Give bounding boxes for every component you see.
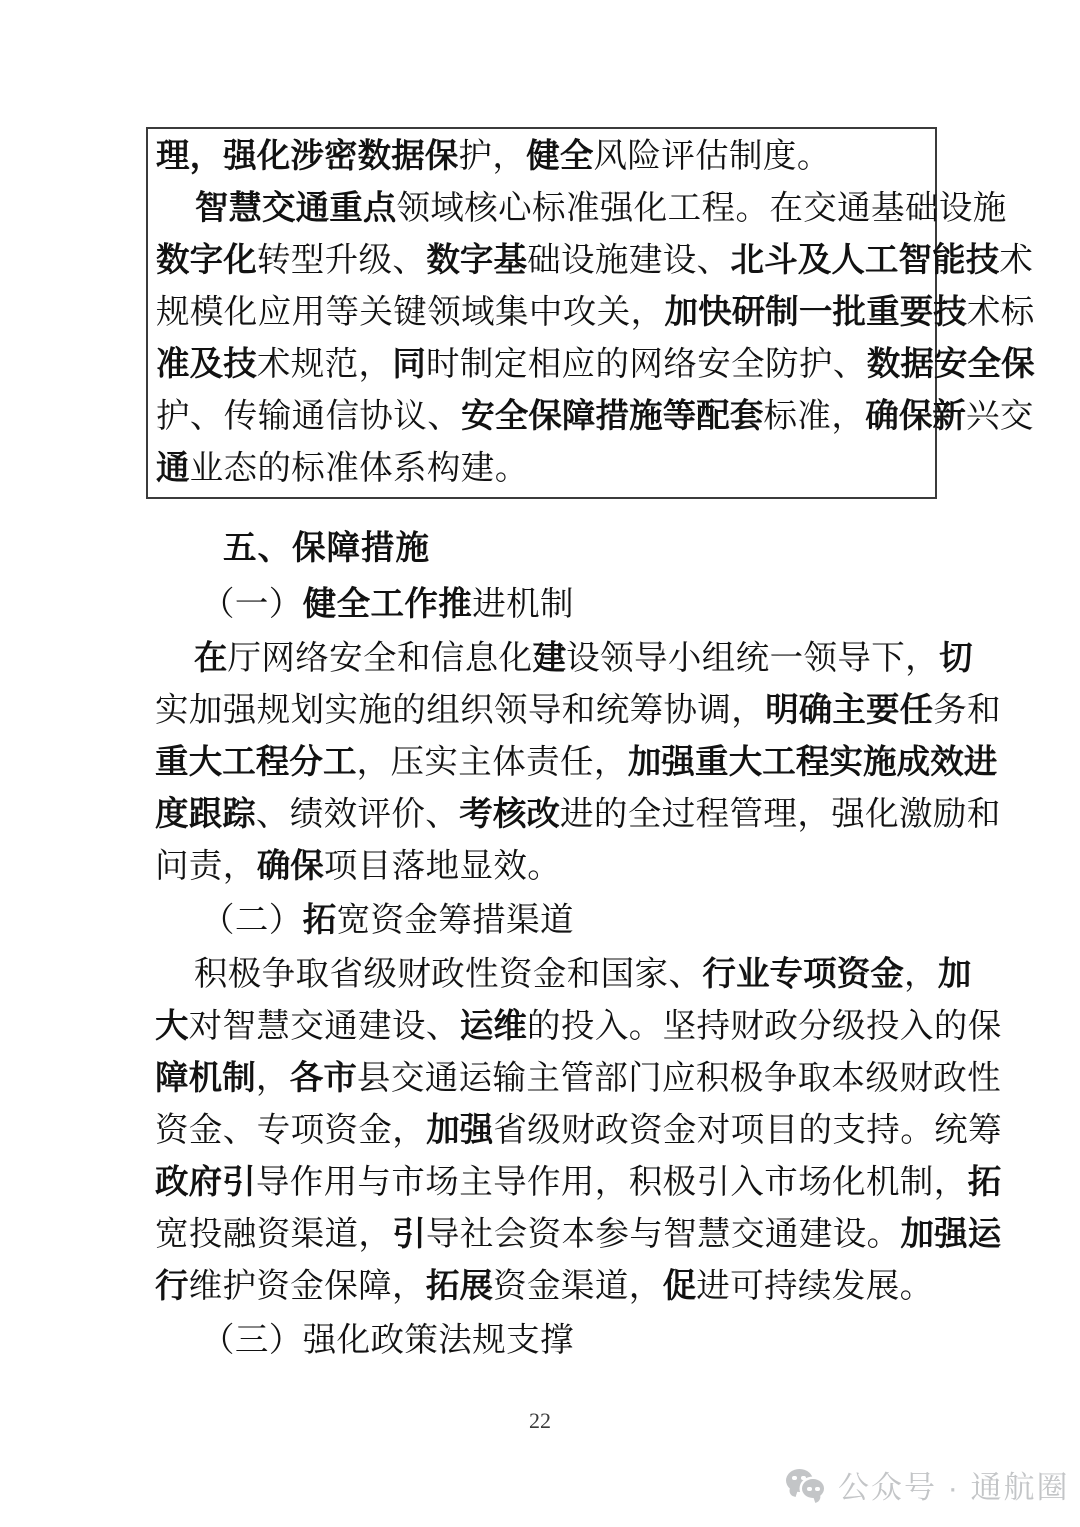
subsection-two-paragraph — [155, 949, 1002, 1313]
callout-text-line: 护、传输通信协议、安全保障措施等配套标准，确保新兴交 — [156, 398, 1034, 435]
body-text-line: 度跟踪、绩效评价、考核改进的全过程管理，强化激励和 — [155, 796, 1001, 833]
callout-text-line: 数字化转型升级、数字基础设施建设、北斗及人工智能技术 — [156, 242, 1034, 279]
body-text-line: 行维护资金保障，拓展资金渠道，促进可持续发展。 — [155, 1268, 934, 1305]
callout-text-line: 通业态的标准体系构建。 — [156, 450, 529, 487]
callout-text-line: 智慧交通重点领域核心标准强化工程。在交通基础设施 — [194, 190, 1007, 227]
callout-text-line: 理，强化涉密数据保护，健全风险评估制度。 — [156, 138, 831, 175]
body-text-line: 政府引导作用与市场主导作用，积极引入市场化机制，拓 — [155, 1164, 1002, 1201]
body-text-line: 实加强规划实施的组织领导和统筹协调，明确主要任务和 — [155, 692, 1002, 729]
callout-box-content — [156, 131, 1035, 495]
body-text-line: 在厅网络安全和信息化建设领导小组统一领导下，切 — [193, 640, 973, 677]
body-text-line: 重大工程分工，压实主体责任，加强重大工程实施成效进 — [155, 744, 998, 781]
watermark — [786, 1462, 1070, 1507]
page-number: 22 — [529, 1408, 551, 1433]
body-text-line: 障机制，各市县交通运输主管部门应积极争取本级财政性 — [155, 1060, 1002, 1097]
section-five-heading: 五、保障措施 — [223, 530, 430, 567]
document-body — [155, 521, 1002, 1369]
body-text-line: 宽投融资渠道，引导社会资本参与智慧交通建设。加强运 — [155, 1216, 1002, 1253]
wechat-logo-icon — [786, 1468, 826, 1502]
watermark-label: 公众号 · 通航圈 — [838, 1470, 1070, 1505]
body-text-line: 资金、专项资金，加强省级财政资金对项目的支持。统筹 — [155, 1112, 1002, 1149]
subsection-one-heading: （一）健全工作推进机制 — [201, 586, 574, 623]
callout-text-line: 准及技术规范，同时制定相应的网络安全防护、数据安全保 — [156, 346, 1035, 383]
body-text-line: 大对智慧交通建设、运维的投入。坚持财政分级投入的保 — [155, 1008, 1002, 1045]
subsection-three-heading: （三）强化政策法规支撑 — [201, 1322, 574, 1359]
body-text-line: 问责，确保项目落地显效。 — [155, 848, 562, 885]
callout-text-line: 规模化应用等关键领域集中攻关，加快研制一批重要技术标 — [156, 294, 1035, 331]
callout-box — [146, 127, 1035, 499]
body-text-line: 积极争取省级财政性资金和国家、行业专项资金，加 — [193, 956, 972, 993]
subsection-two-heading: （二）拓宽资金筹措渠道 — [201, 902, 574, 939]
subsection-one-paragraph — [155, 633, 1002, 893]
